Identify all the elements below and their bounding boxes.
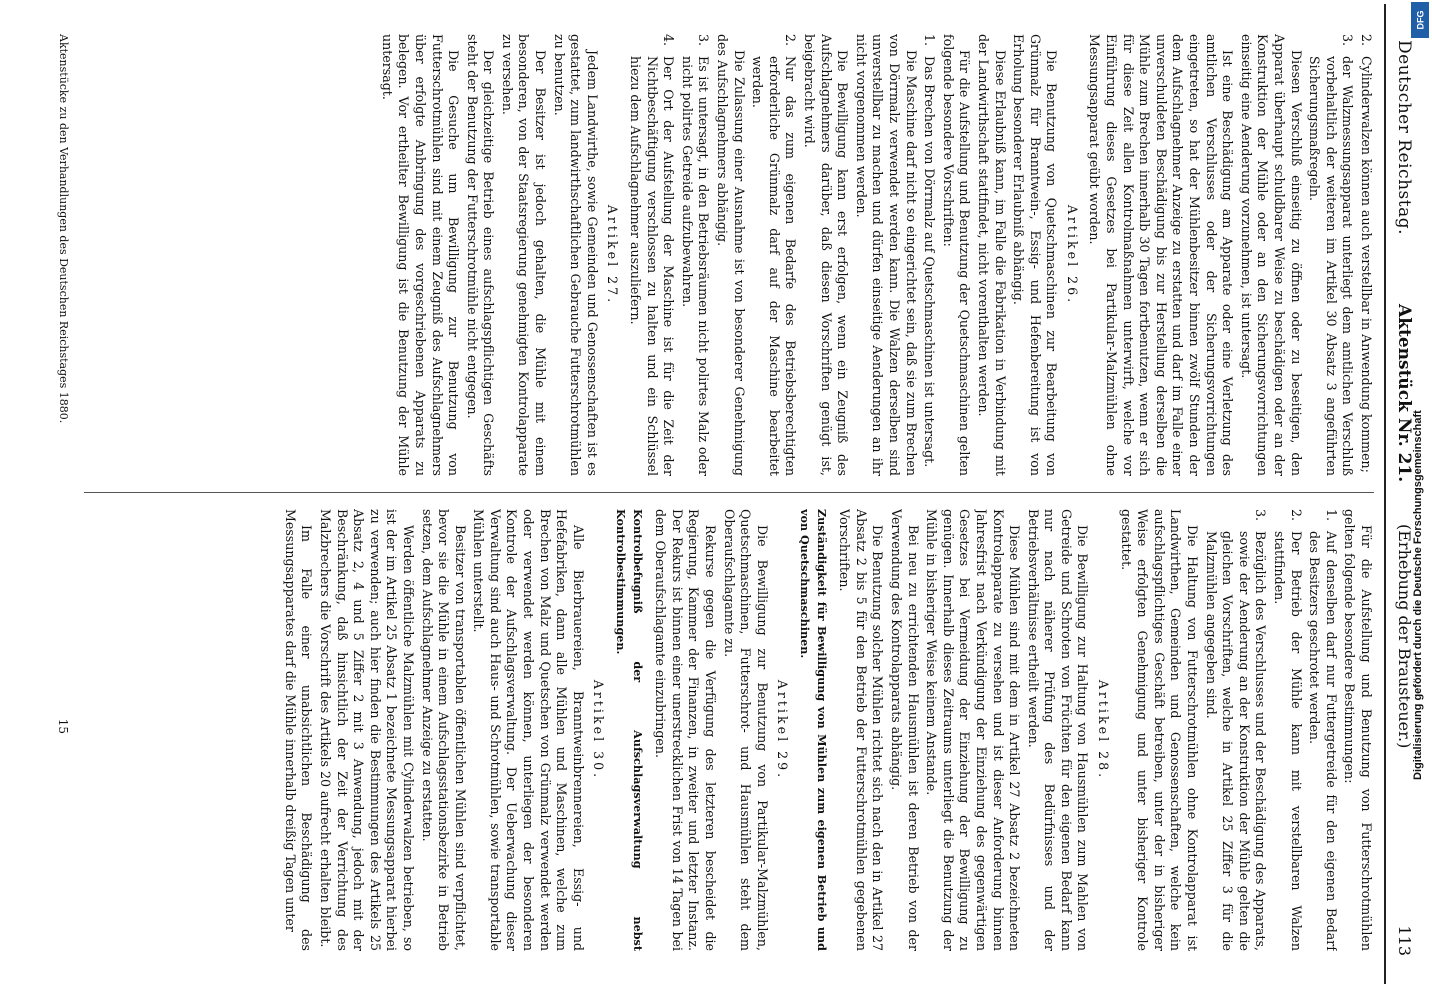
paragraph: Die Bewilligung zur Haltung von Hausmühlen zum Mahlen von Getreide und Schroten von Früchten für den eigenen Bedarf kann nur nach näherer Prüfung des Bedürfnisses und der Betriebsverhältnisse ertheilt werden. [1025,509,1091,951]
numbered-paragraph [1306,509,1339,951]
item-number: 4. [661,34,677,47]
paragraph: Diesen Verschluß einseitig zu öffnen oder zu beseitigen, den Apparat überhaupt schuldbarer Weise zu beschädigen oder an der Konstruktion der Mühle oder an den Sicherungsvorrichtungen einseitig eine Aenderung vorzunehmen, ist untersagt. [1238,34,1304,476]
page-number: 113 [1395,925,1414,956]
sheet-signature: 15 [56,718,70,734]
item-text: Nur das zum eigenen Bedarfe des Betriebsberechtigten erforderliche Grünmalz darf auf der Maschine bearbeitet werden. [750,56,799,476]
article-heading: Artikel 28. [1096,679,1112,781]
paragraph: Im Falle einer unabsichtlichen Beschädigung des Messungsapparates darf die Mühle innerhalb dreißig Tagen unter [282,509,315,951]
section-heading: Kontrolbefugniß der Aufschlagsverwaltung nebst Kontrolbestimmungen. [614,509,645,951]
paragraph: Diese Mühlen sind mit dem in Artikel 27 Absatz 2 bezeichneten Kontrolapparate zu versehen und ist dieser Anforderung binnen Jahresfrist nach Verkündigung der Einziehung des gegenwärtigen Gesetzes bei Vermeidung der Einziehung der Bewilligung zu genügen. Innerhalb dieses Zeitraums unterliegt die Benutzung der Mühle in bisheriger Weise keinem Anstande. [924,509,1023,951]
paragraph: Die Gesuche um Bewilligung zur Benutzung von Futterschrotmühlen sind mit einem Zeugniß des Aufschlagnehmers über erfolgte Anbringung des vorgeschriebenen Apparats zu belegen. Vor ertheilter Bewilligung ist die Benutzung der Mühle untersagt. [379,34,462,476]
paragraph: Die Benutzung solcher Mühlen richtet sich nach den in Artikel 27 Absatz 2 bis 5 für den Betrieb der Futterschrotmühlen gegebenen Vorschriften. [837,509,886,951]
paragraph: Werden öffentliche Malzmühlen mit Cylinderwalzen betrieben, so ist der im Artikel 25 Absatz 1 bezeichnete Messungsapparat hierbei zu verwenden; auch hier finden die Bestimmungen des Artikels 25 Absatz 2, 4 und 5 Ziffer 2 mit 3 Anwendung, jedoch mit der Beschränkung, daß hinsichtlich der Zeit der Verrichtung des Malzbrechers die Vorschrift des Artikels 20 aufrecht erhalten bleibt. [317,509,416,951]
paragraph: Alle Bierbrauereien, Branntweinbrennereien, Essig- und Hefefabriken, dann alle Mühlen und Maschinen, welche zum Brechen von Malz und Quetschen von Grünmalz verwendet werden oder verwendet werden können, unterliegen der besonderen Kontrole der Aufschlagsverwaltung. Der Ueberwachung dieser Verwaltung sind auch Haus- und Schrotmühlen, sowie transportable Mühlen unterstellt. [471,509,586,951]
item-text: Der Betrieb der Mühle kann mit verstellbaren Walzen stattfinden. [1272,531,1304,951]
article-heading: Artikel 26. [1064,204,1080,306]
section-heading: Zuständigkeit für Bewilligung von Mühlen zum eigenen Betrieb und von Quetschmaschinen. [798,509,829,951]
numbered-paragraph [921,34,938,476]
numbered-paragraph [626,34,676,476]
item-number: 3. [696,34,712,47]
numbered-paragraph [1306,34,1356,476]
right-text-column [74,509,1374,951]
item-text: der Walzmessungsapparat unterliegt dem amtlichen Verschluß vorbehaltlich der weiteren im Artikel 30 Absatz 3 angeführten Sicherungsmaßregeln. [1307,56,1356,476]
item-text: Der Ort der Aufstellung der Maschine ist für die Zeit der Nichtbeschäftigung verschlossen zu halten und ein Schlüssel hiezu dem Aufschlagnehmer auszuliefern. [628,56,677,476]
item-number: 2. [783,34,799,47]
paragraph: Der gleichzeitige Betrieb eines aufschlagspflichtigen Geschäfts steht der Benutzung der Futterschrotmühle nicht entgegen. [464,34,497,476]
item-text: Auf denselben darf nur Futtergetreide für den eigenen Bedarf des Besitzers geschrotet werden. [1307,531,1339,951]
item-number: 2. [1359,34,1374,47]
numbered-paragraph [749,34,799,476]
paragraph: Die Zulassung einer Ausnahme ist von besonderer Genehmigung des Aufschlagnehmers abhängig. [715,34,747,476]
paragraph: Diese Erlaubniß kann, im Falle die Fabrikation in Verbindung mit der Landwirthschaft stattfindet, nicht vorenthalten werden. [975,34,1008,476]
dfg-credit-text: Digitalisierung gefördert durch die Deutsche Forschungsgemeinschaft [1412,410,1424,780]
paragraph: Rekurse gegen die Verfügung des letzteren bescheidet die Regierung, Kammer der Finanzen, in zweiter und letzter Instanz. Der Rekurs ist binnen einer unerstrecklichen Frist von 14 Tagen bei dem Oberaufschlagamte einzubringen. [653,509,719,951]
numbered-paragraph [1270,509,1303,951]
paragraph: Der Besitzer ist jedoch gehalten, die Mühle mit einem besonderen, von der Staatsregierung genehmigten Kontrolapparate zu versehen. [499,34,549,476]
left-text-column [74,34,1374,476]
paragraph: Für die Aufstellung und Benutzung von Futterschrotmühlen gelten folgende besondere Bestimmungen: [1342,509,1374,951]
page-footer: Aktenstücke zu den Verhandlungen des Deutschen Reichstages 1880. [57,34,70,424]
article-heading: Artikel 29. [775,679,791,781]
paragraph: Die Maschine darf nicht so eingerichtet sein, daß sie zum Brechen von Dörrmalz verwendet werden kann. Die Walzen derselben sind unverstellbar zu machen und dürfen einseitige Aenderungen an ihr nicht vorgenommen werden. [853,34,919,476]
header-subject: (Erhebung der Brausteuer.) [1395,524,1414,749]
numbered-paragraph [678,34,711,476]
item-text: Cylinderwalzen können auch verstellbar in Anwendung kommen; [1359,56,1374,473]
item-text: Bezüglich des Verschlusses und der Beschädigung des Apparats, sowie der Aenderung an der Konstruktion der Mühle gelten die gleichen Vorschriften, welche in Artikel 25 Ziffer 3 für die Malzmühlen angegeben sind. [1203,531,1269,951]
paragraph: Jedem Landwirthe, sowie Gemeinden und Genossenschaften ist es gestattet, zum landwirthschaftlichen Gebrauche Futterschrotmühlen zu benutzen. [551,34,600,476]
numbered-paragraph [1202,509,1268,951]
paragraph: Ist eine Beschädigung am Apparate oder eine Verletzung des amtlichen Verschlusses oder der Sicherungsvorrichtungen eingetreten, so hat der Mühlenbesitzer binnen zwölf Stunden der dem Aufschlagnehmer Anzeige zu erstatten und darf im Falle einer unverschuldeten Beschädigung bis zur Herstellung derselben die Mühle zum Brechen innerhalb 30 Tagen fortbenutzen, wenn er sich für diese Zeit allen Kontrolmaßnahmen unterwirft, welche vor Einführung dieses Gesetzes bei Partikular-Malzmühlen ohne Messungsapparat geübt worden. [1087,34,1236,476]
paragraph: Die Benutzung von Quetschmaschinen zur Bearbeitung von Grünmalz für Branntwein-, Essig- und Hefenbereitung ist von Erholung besonderer Erlaubniß abhängig. [1011,34,1060,476]
item-number: 1. [922,34,938,47]
item-text: Es ist untersagt, in den Betriebsräumen nicht polirtes Malz oder nicht polirtes Getreide aufzubewahren. [679,56,712,476]
paragraph: Die Haltung von Futterschrotmühlen ohne Kontrolapparat ist Landwirthen, Gemeinden und Genossenschaften, welche kein aufschlagspflichtiges Geschäft betreiben, unter der in bisheriger Weise erfolgten Genehmigung und unter bisheriger Kontrole gestattet. [1118,509,1201,951]
paragraph: Die Bewilligung zur Benutzung von Partikular-Malzmühlen, Quetschmaschinen, Futterschrot- und Hausmühlen steht dem Oberaufschlagamte zu. [721,509,770,951]
numbered-paragraph [1357,34,1374,476]
header-document-number: Aktenstück Nr. 21. [1394,304,1414,483]
paragraph: Für die Aufstellung und Benutzung der Quetschmaschinen gelten folgende besondere Vorschriften: [940,34,973,476]
paragraph: Bei neu zu errichtenden Hausmühlen ist deren Betrieb von der Verwendung des Kontrolapparats abhängig. [888,509,921,951]
header-publication: Deutscher Reichstag. [1394,40,1414,235]
article-heading: Artikel 27. [605,204,621,306]
item-text: Das Brechen von Dörrmalz auf Quetschmaschinen ist untersagt. [922,56,938,468]
paragraph: Die Bewilligung kann erst erfolgen, wenn ein Zeugniß des Aufschlagnehmers darüber, daß diesen Vorschriften genügt ist, beigebracht wird. [802,34,851,476]
dfg-logo: DFG [1411,2,1429,38]
article-heading: Artikel 30. [591,679,607,781]
paragraph: Besitzer von transportablen öffentlichen Mühlen sind verpflichtet, bevor sie die Mühle in einem Aufschlagsstationsbezirke in Betrieb setzen, dem Aufschlagnehmer Anzeige zu erstatten. [419,509,468,951]
rotated-document-page [8,4,1420,984]
item-number: 3. [1253,509,1269,522]
item-number: 2. [1288,509,1304,522]
column-divider [84,492,1374,493]
dfg-sidebar [1408,0,1432,1000]
item-number: 1. [1323,509,1339,522]
item-number: 3. [1340,34,1356,47]
